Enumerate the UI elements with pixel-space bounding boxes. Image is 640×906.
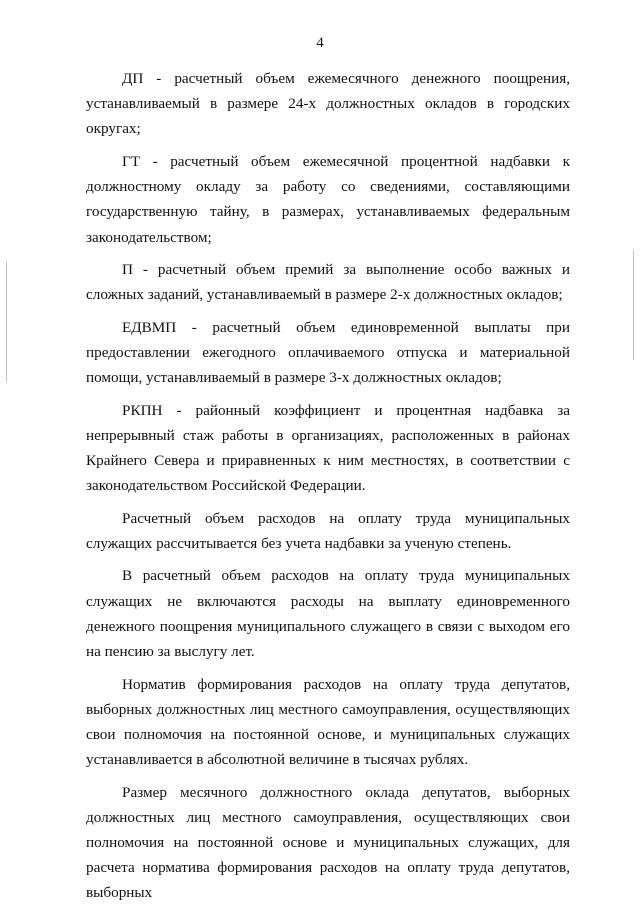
- paragraph-salary-size: Размер месячного должностного оклада депутатов, выборных должностных лиц местного самоуправления, осуществляющих свои полномочия на постоянной основе и муниципальных служащих, для расчета норматива формирования расходов на оплату труда депутатов, выборных: [86, 783, 570, 902]
- paragraph-norm-definition: Норматив формирования расходов на оплату труда депутатов, выборных должностных лиц местного самоуправления, осуществляющих свои полномочия на постоянной основе, и муниципальных служащих устанавливается в абсолютной величине в тысячах рублях.: [86, 675, 570, 769]
- paragraph-p: П - расчетный объем премий за выполнение особо важных и сложных заданий, устанавливаемый в размере 2-х должностных окладов;: [86, 261, 570, 304]
- paragraph-gt: ГТ - расчетный объем ежемесячной процентной надбавки к должностному окладу за работу со сведениями, составляющими государственную тайну, в размерах, устанавливаемых федеральным законодательством;: [86, 152, 570, 246]
- paragraph-calculation-note: Расчетный объем расходов на оплату труда муниципальных служащих рассчитывается без учета надбавки за ученую степень.: [86, 509, 570, 552]
- paragraph-exclusion-note: В расчетный объем расходов на оплату труда муниципальных служащих не включаются расходы на выплату единовременного денежного поощрения муниципального служащего в связи с выходом его на пенсию за выслугу лет.: [86, 567, 570, 661]
- scan-margin-line: [6, 262, 7, 382]
- paragraph-dp: ДП - расчетный объем ежемесячного денежного поощрения, устанавливаемый в размере 24-х должностных окладов в городских округах;: [86, 70, 570, 138]
- paragraph-edvmp: ЕДВМП - расчетный объем единовременной выплаты при предоставлении ежегодного оплачиваемого отпуска и материальной помощи, устанавливаемый в размере 3-х должностных окладов;: [86, 318, 570, 387]
- document-body: [86, 66, 570, 906]
- scan-margin-line: [633, 250, 634, 360]
- paragraph-rkpn: РКПН - районный коэффициент и процентная надбавка за непрерывный стаж работы в организациях, расположенных в районах Крайнего Севера и приравненных к ним местностях, в соответствии с законодательством Российской Федерации.: [86, 401, 570, 495]
- page-number: 4: [316, 35, 324, 51]
